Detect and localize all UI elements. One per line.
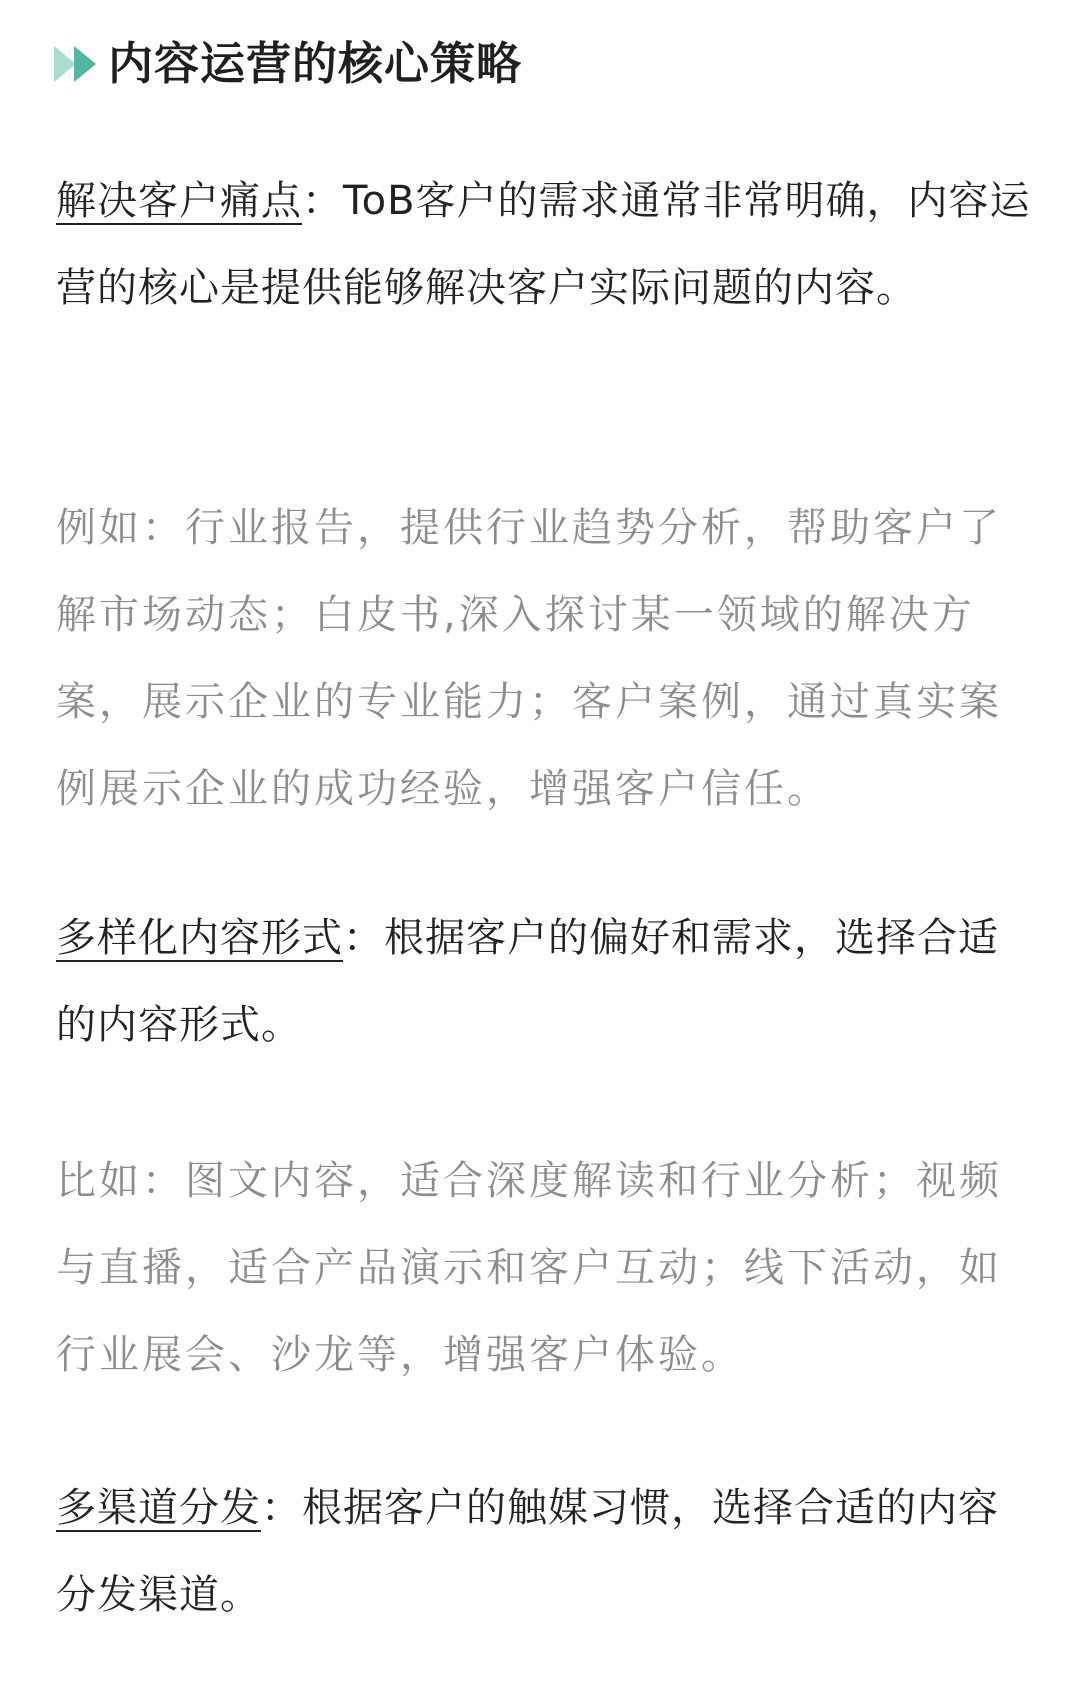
example-pain-points: 例如：行业报告，提供行业趋势分析，帮助客户了解市场动态；白皮书,深入探讨某一领域的解决方案，展示企业的专业能力；客户案例，通过真实案例展示企业的成功经验，增强客户信任。 bbox=[56, 505, 1002, 812]
section-heading bbox=[54, 34, 522, 94]
paragraph-text: ToB客户的需求通常非常明确，内容运营的核心是提供能够解决客户实际问题的内容。 bbox=[56, 178, 1031, 311]
paragraph-content-formats bbox=[56, 895, 1036, 1069]
example-content-formats: 比如：图文内容，适合深度解读和行业分析；视频与直播，适合产品演示和客户互动；线下活动，如行业展会、沙龙等，增强客户体验。 bbox=[56, 1158, 1002, 1378]
page-title: 内容运营的核心策略 bbox=[108, 37, 523, 90]
term-multichannel: 多渠道分发 bbox=[56, 1485, 261, 1531]
paragraph-multichannel bbox=[56, 1465, 1036, 1639]
term-content-formats: 多样化内容形式 bbox=[56, 915, 343, 961]
paragraph-pain-points bbox=[56, 158, 1036, 332]
paragraph-text: 根据客户的触媒习惯，选择合适的内容分发渠道。 bbox=[56, 1485, 999, 1618]
separator: ： bbox=[343, 915, 384, 961]
separator: ： bbox=[261, 1485, 302, 1531]
double-chevron-right-icon bbox=[54, 44, 100, 84]
term-pain-points: 解决客户痛点 bbox=[56, 178, 302, 224]
separator: ： bbox=[302, 178, 343, 224]
paragraph-text: 根据客户的偏好和需求，选择合适的内容形式。 bbox=[56, 915, 999, 1048]
